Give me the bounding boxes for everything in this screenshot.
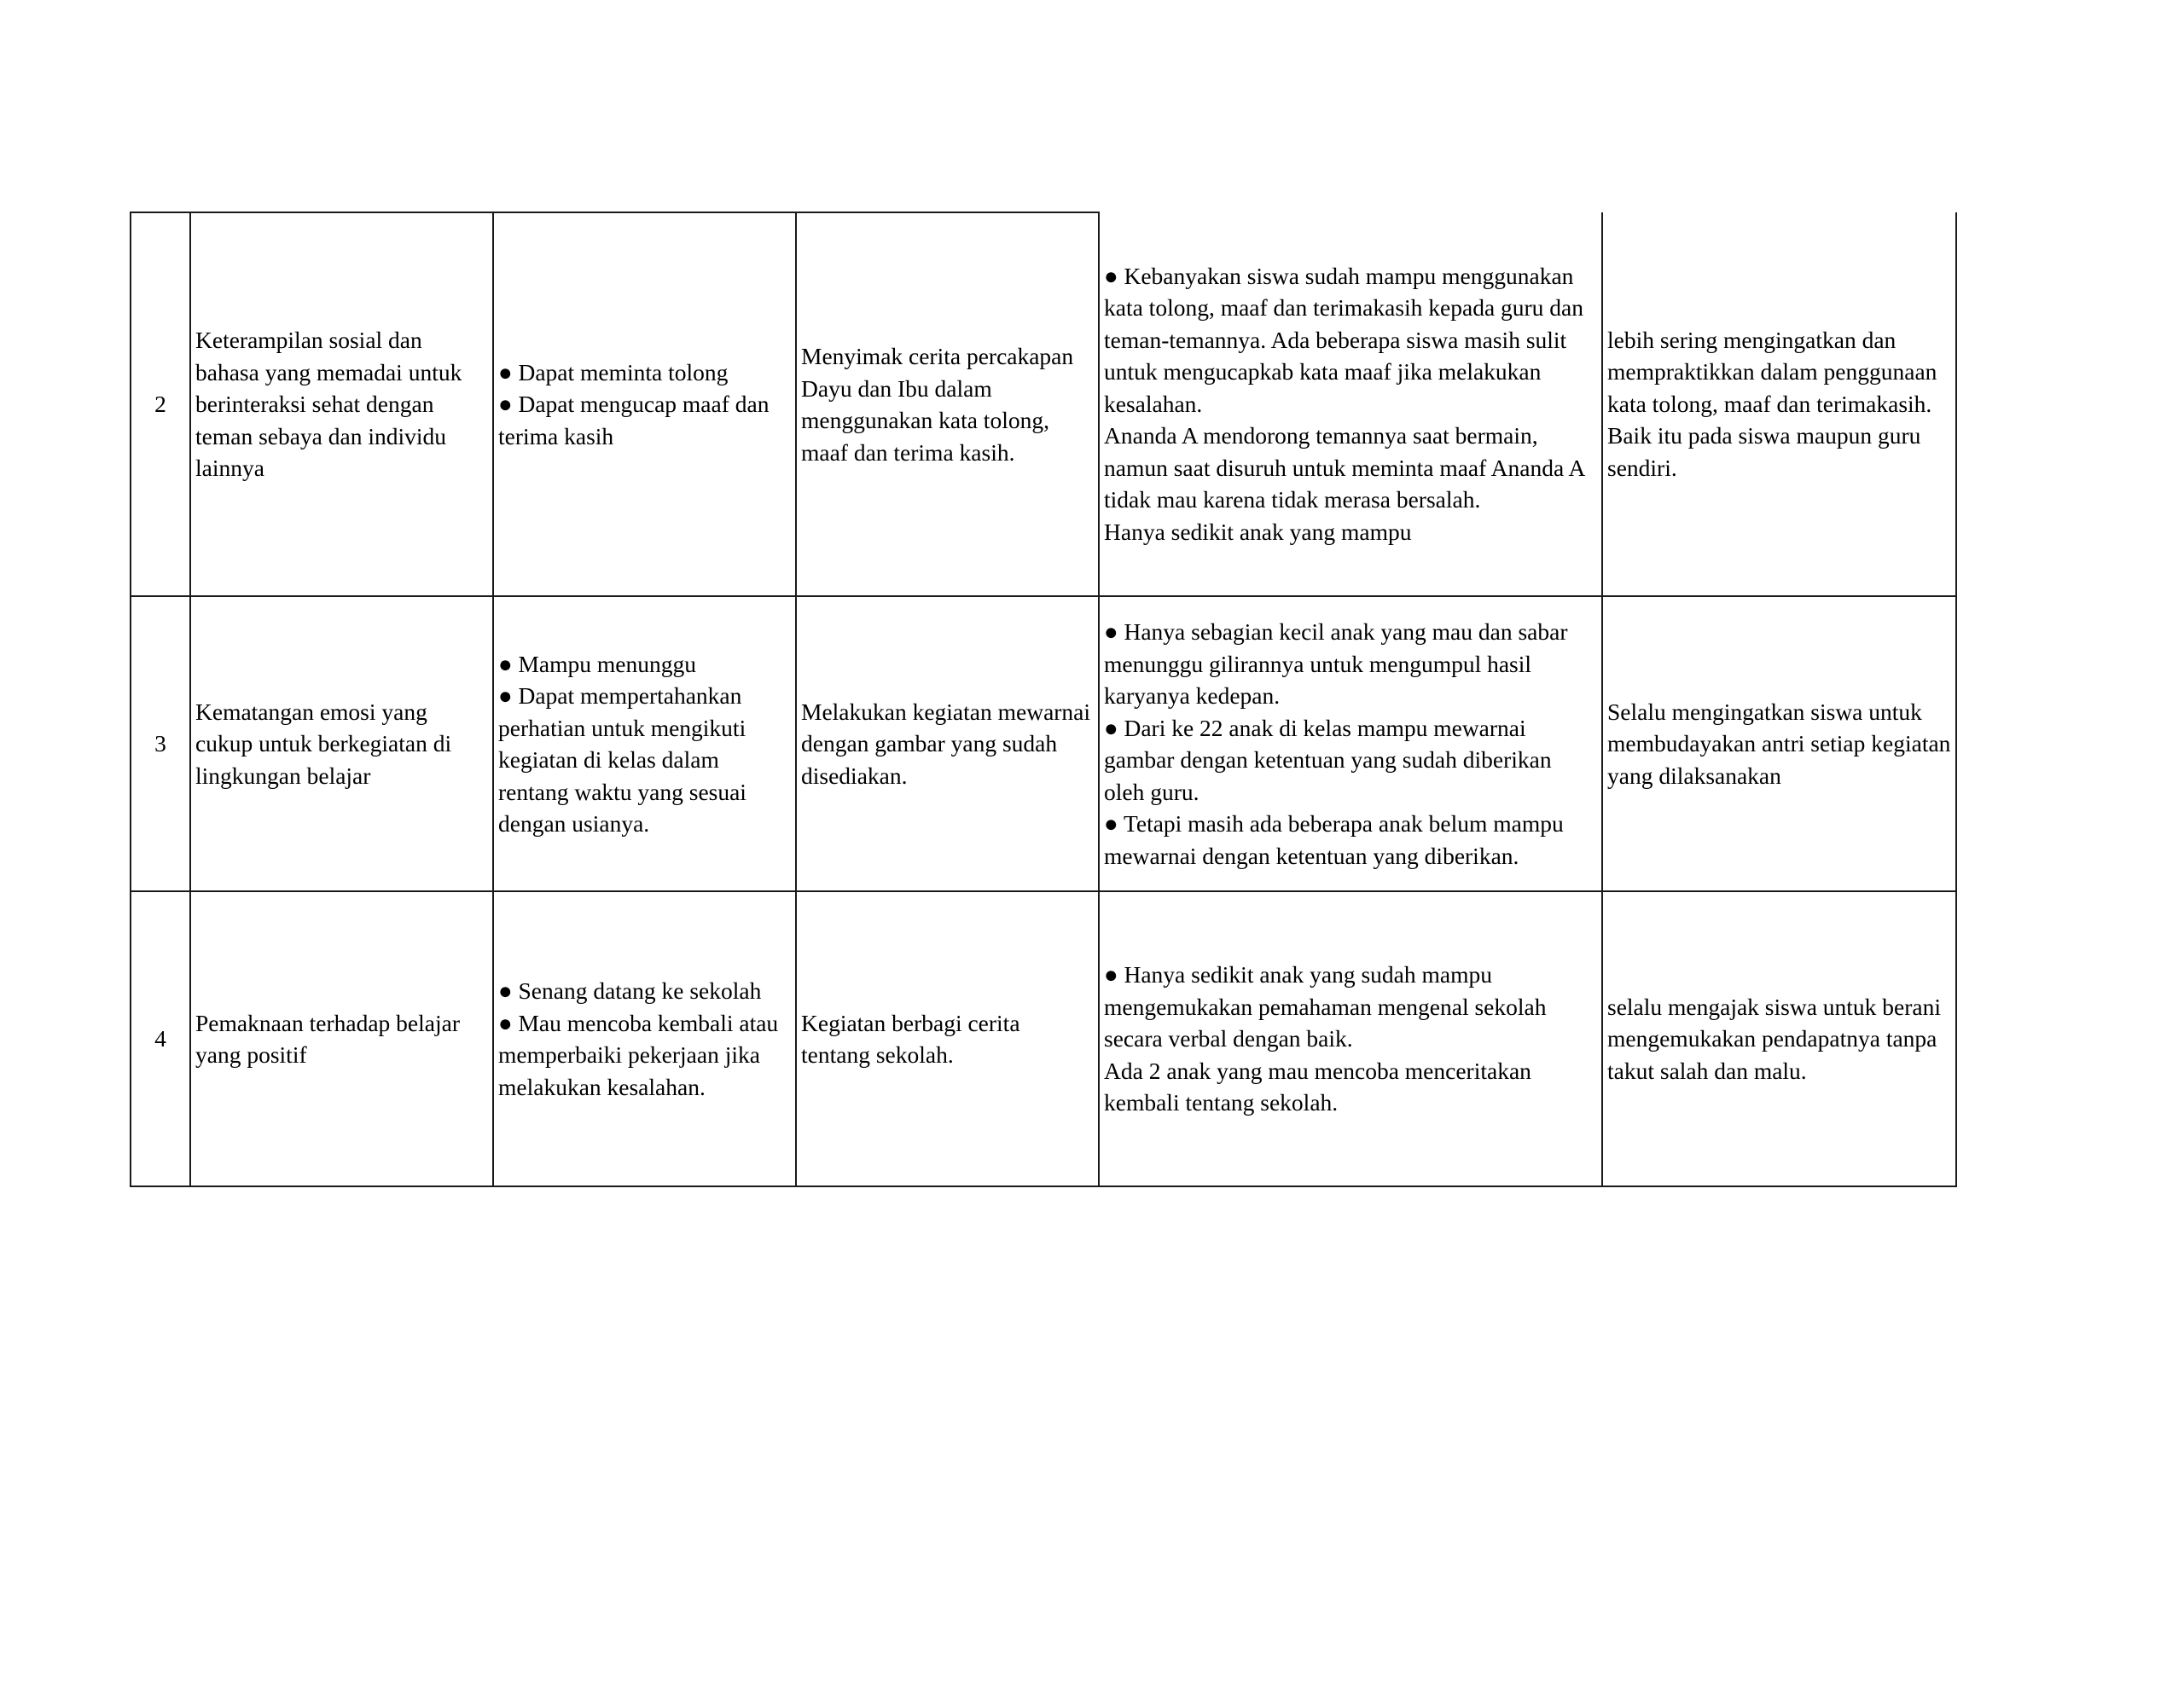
result-cell xyxy=(1099,596,1602,891)
result-item: Ada 2 anak yang mau mencoba menceritakan kembali tentang sekolah. xyxy=(1104,1057,1531,1116)
result-cell xyxy=(1099,891,1602,1186)
aspect-cell: Keterampilan sosial dan bahasa yang memadai untuk berinteraksi sehat dengan teman sebaya dan individu lainnya xyxy=(190,212,493,596)
aspect-cell: Pemaknaan terhadap belajar yang positif xyxy=(190,891,493,1186)
indicator-item: ● Dapat meminta tolong xyxy=(498,358,729,386)
result-item: ● Kebanyakan siswa sudah mampu menggunakan kata tolong, maaf dan terimakasih kepada guru dan teman-temannya. Ada beberapa siswa masih sulit untuk mengucapkab kata maaf jika melakukan kesalahan. xyxy=(1104,262,1584,417)
result-item: ● Hanya sebagian kecil anak yang mau dan sabar menunggu gilirannya untuk mengumpul hasil karyanya kedepan. xyxy=(1104,618,1568,709)
row-number: 4 xyxy=(131,891,190,1186)
indicator-item: ● Senang datang ke sekolah xyxy=(498,977,762,1004)
result-item: Ananda A mendorong temannya saat bermain, namun saat disuruh untuk meminta maaf Ananda A tidak mau karena tidak merasa bersalah. xyxy=(1104,422,1584,513)
followup-cell: lebih sering mengingatkan dan mempraktikkan dalam penggunaan kata tolong, maaf dan terimakasih. Baik itu pada siswa maupun guru sendiri. xyxy=(1602,212,1956,596)
assessment-table xyxy=(130,212,1957,1187)
indicator-cell xyxy=(493,212,796,596)
result-item: ● Dari ke 22 anak di kelas mampu mewarnai gambar dengan ketentuan yang sudah diberikan oleh guru. xyxy=(1104,714,1552,805)
result-item: Hanya sedikit anak yang mampu xyxy=(1104,518,1412,545)
indicator-item: ● Mampu menunggu xyxy=(498,650,697,677)
indicator-item: ● Mau mencoba kembali atau memperbaiki pekerjaan jika melakukan kesalahan. xyxy=(498,1009,779,1100)
aspect-cell: Kematangan emosi yang cukup untuk berkegiatan di lingkungan belajar xyxy=(190,596,493,891)
row-number: 2 xyxy=(131,212,190,596)
result-cell xyxy=(1099,212,1602,596)
activity-cell: Melakukan kegiatan mewarnai dengan gambar yang sudah disediakan. xyxy=(796,596,1099,891)
table-row xyxy=(131,891,1956,1186)
indicator-cell xyxy=(493,891,796,1186)
result-item: ● Tetapi masih ada beberapa anak belum mampu mewarnai dengan ketentuan yang diberikan. xyxy=(1104,810,1564,869)
followup-cell: Selalu mengingatkan siswa untuk membudayakan antri setiap kegiatan yang dilaksanakan xyxy=(1602,596,1956,891)
row-number: 3 xyxy=(131,596,190,891)
activity-cell: Menyimak cerita percakapan Dayu dan Ibu dalam menggunakan kata tolong, maaf dan terima kasih. xyxy=(796,212,1099,596)
result-item: ● Hanya sedikit anak yang sudah mampu mengemukakan pemahaman mengenal sekolah secara verbal dengan baik. xyxy=(1104,961,1547,1052)
indicator-item: ● Dapat mengucap maaf dan terima kasih xyxy=(498,391,770,449)
table-row xyxy=(131,596,1956,891)
indicator-item: ● Dapat mempertahankan perhatian untuk mengikuti kegiatan di kelas dalam rentang waktu yang sesuai dengan usianya. xyxy=(498,682,746,837)
followup-cell: selalu mengajak siswa untuk berani mengemukakan pendapatnya tanpa takut salah dan malu. xyxy=(1602,891,1956,1186)
table-row xyxy=(131,212,1956,596)
indicator-cell xyxy=(493,596,796,891)
activity-cell: Kegiatan berbagi cerita tentang sekolah. xyxy=(796,891,1099,1186)
